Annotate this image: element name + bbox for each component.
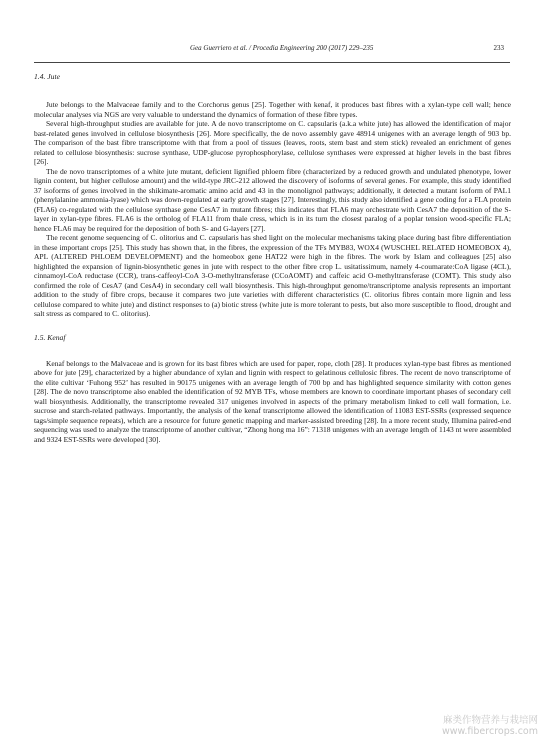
running-title: Gea Guerriero et al. / Procedia Engineering 200 (2017) 229–235 [190, 44, 374, 52]
header-rule [34, 62, 510, 63]
paragraph: The recent genome sequencing of C. olitorius and C. capsularis has shed light on the molecular mechanisms taking place during bast fibre differentiation in these important crops [25]. This study has shown that, in the fibres, the expression of the TFs MYB83, WOX4 (WUSCHEL RELATED HOMEOBOX 4), APL (ALTERED PHLOEM DEVELOPMENT) and the homeobox gene HAT22 were high in the fibres. The work by Islam and colleagues [25] also highlighted the expansion of lignin-biosynthetic genes in jute with respect to the other fibre crop L. usitatissimum, namely 4-coumarate:CoA ligase (4CL), cinnamoyl-CoA reductase (CCR), trans-caffeoyl-CoA 3-O-methyltransferase (CCoAOMT) and caffeic acid O-methyltransferase (COMT). This study also confirmed the role of CesA7 (and CesA4) in secondary cell wall biosynthesis. This high-throughput genome/transcriptome analysis represents an important addition to the study of fibre crops, because it compares two jute varieties with different characteristics (C. olitorius fibres contain more lignin and less cellulose compared to white jute) and distinct responses to (a) biotic stress (white jute is more tolerant to pests, but also more susceptible to flood, drought and salt stress as compared to C. olitorius). [34, 233, 511, 318]
watermark-line: www.fibercrops.com [441, 726, 538, 737]
watermark-line: 麻类作物营养与栽培网 [442, 715, 538, 726]
section-heading-kenaf: 1.5. Kenaf [34, 332, 66, 342]
page-number: 233 [493, 44, 504, 52]
page-header [0, 44, 544, 56]
paragraph: Jute belongs to the Malvaceae family and to the Corchorus genus [25]. Together with kenaf, it produces bast fibres with a xylan-type cell wall; hence molecular analyses via NGS are very valuable to understand the dynamics of formation of these fibre types. [34, 100, 511, 119]
section-heading-jute: 1.4. Jute [34, 72, 60, 81]
section-jute-body [34, 100, 511, 319]
watermark [442, 715, 538, 737]
section-kenaf-body [34, 359, 511, 445]
paragraph: Several high-throughput studies are available for jute. A de novo transcriptome on C. capsularis (a.k.a white jute) has allowed the identification of major bast-related genes involved in cellulose biosynthesis [26]. More specifically, the de novo assembly gave 48914 unigenes with an average length of 903 bp. The comparison of the bast fibre transcriptome with that from a pool of tissues (leaves, roots, stem bast and stem stick) revealed an enrichment of genes related to cellulose biosynthesis: sucrose synthase, UDP-glucose pyrophosphorylase, cellulose synthases were expressed at higher levels in the bast fibres [26]. [34, 119, 511, 166]
page-body [34, 72, 511, 444]
paragraph: The de novo transcriptomes of a white jute mutant, deficient lignified phloem fibre (characterized by a reduced growth and undulated phenotype, lower lignin content, but higher cellulose amount) and the wild-type JRC-212 allowed the discovery of isoforms of several genes. For example, this study identified 37 isoforms of genes involved in the shikimate-aromatic amino acid and 43 in the monolignol pathways; additionally, it detected a mutant isoform of PAL1 (phenylalanine ammonia-lyase) which was down-regulated at early growth stages [27]. Interestingly, this study also identified a gene coding for a FLA protein (FLA6) co-regulated with the cellulose synthase gene CesA7 in mutant fibres; this indicates that FLA6 may orchestrate with CesA7 the deposition of the S-layer in xylan-type fibres. FLA6 is the ortholog of FLA11 from thale cress, which is in its turn the closest paralog of a poplar tension wood-specific FLA; hence FLA6 may be required for the deposition of both S- and G-layers [27]. [34, 166, 511, 233]
paragraph: Kenaf belongs to the Malvaceae and is grown for its bast fibres which are used for paper, rope, cloth [28]. It produces xylan-type bast fibres as mentioned above for jute [29], characterized by a higher abundance of xylan and lignin with respect to gelatinous cellulosic fibres. The recent de novo transcriptome of the elite cultivar ‘Fuhong 952’ has resulted in 90175 unigenes with an average length of 700 bp and has highlighted sequence similarity with cotton genes [28]. The de novo transcriptome also enabled the identification of 92 MYB TFs, whose members are known to coordinate important phases of secondary cell wall biosynthesis. Additionally, the transcriptome revealed 317 unigenes involved in aspects of the primary metabolism linked to cell wall formation, i.e. sucrose and starch-related pathways. Importantly, the analysis of the kenaf transcriptome allowed the identification of 11083 EST-SSRs (expressed sequence tags/simple sequence repeats), which are a resource for future genetic mapping and marker-assisted breeding [28]. In a more recent study, Illumina paired-end sequencing was used to analyze the transcriptome of another cultivar, “Zhong hong ma 16”: 71318 unigenes with an average length of 1143 nt were assembled and 9324 EST-SSRs were developed [30]. [34, 358, 511, 444]
